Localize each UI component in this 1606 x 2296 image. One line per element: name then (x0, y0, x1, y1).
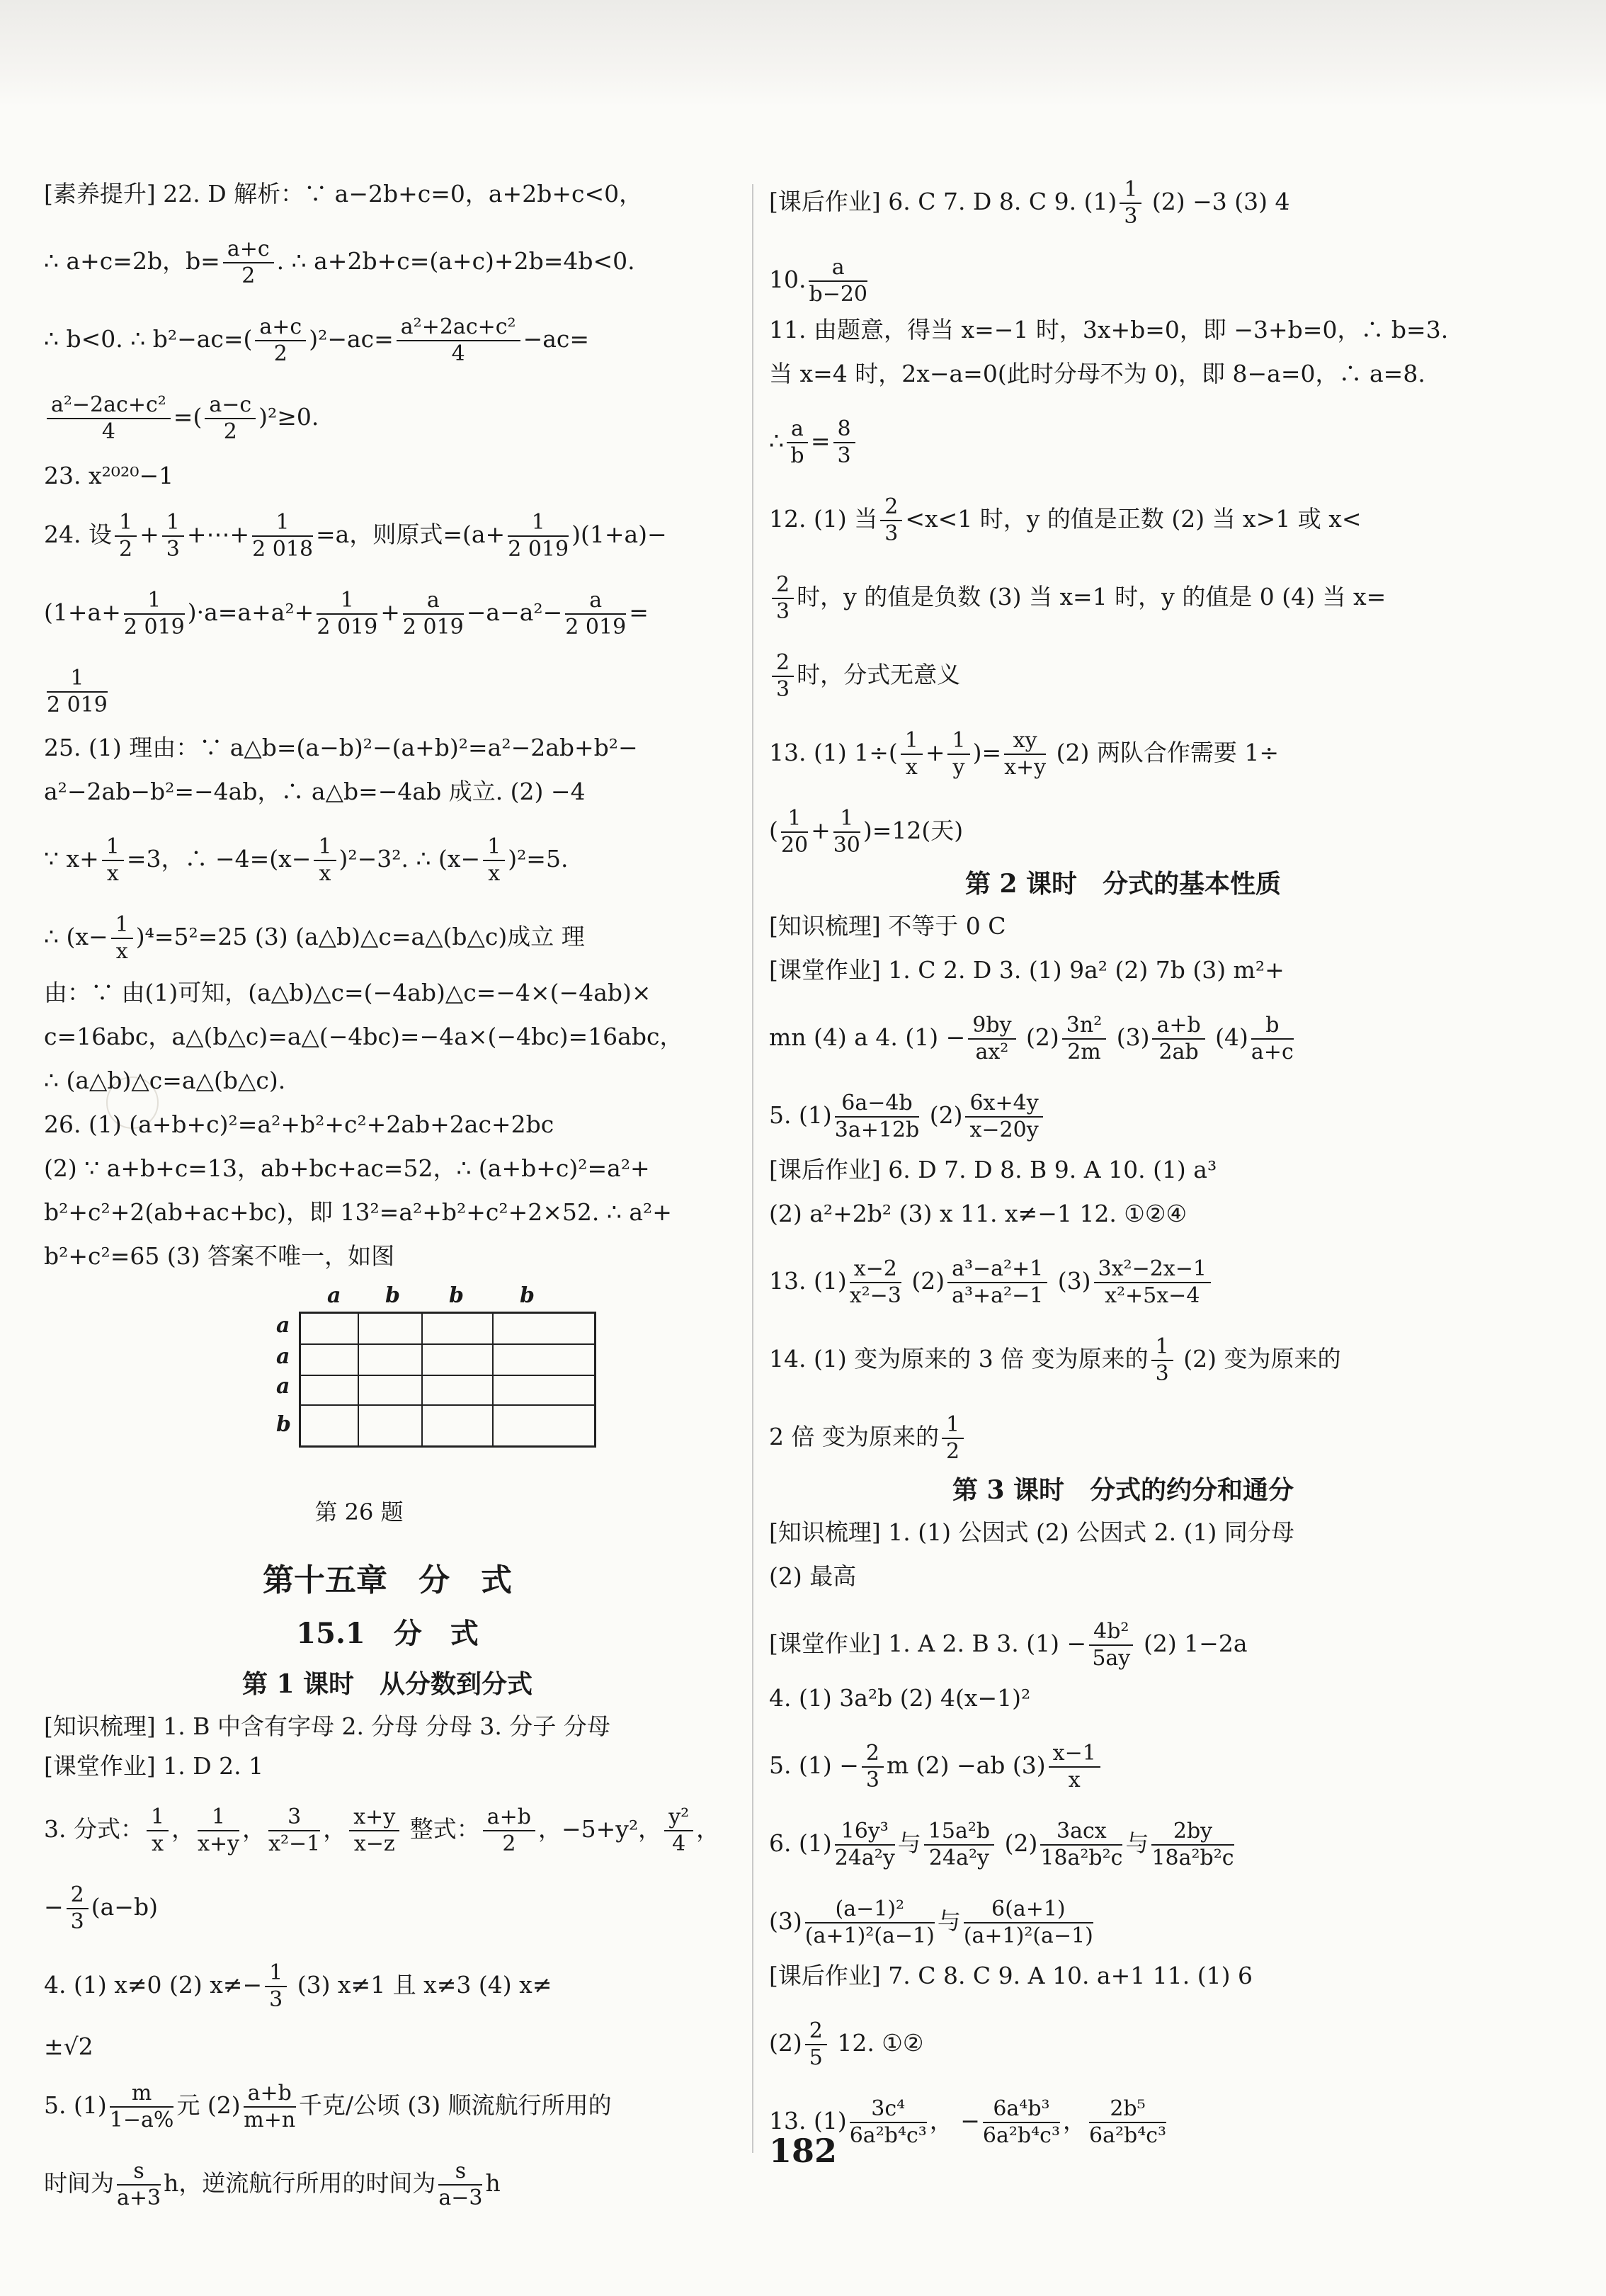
grid-top-label: b (449, 1283, 464, 1308)
fraction: $\frac{1}{3}$ (1151, 1334, 1173, 1387)
fraction: $\frac{9by}{\text{ax²}}$ (968, 1013, 1015, 1065)
fraction: $\frac{\text{16y³}}{\text{24a²y}}$ (834, 1819, 895, 1870)
figure-caption: 第 26 题 (314, 1499, 404, 1525)
answer-line: 13. (1) $\frac{x-2}{\text{x²−3}}$ (2) $\frac{\text{a³−a²+1}}{\text{a³+a²−1}}$ (3) $\frac{\text{3x²−2x−1}}{\text{x²+5x−4}}$ (769, 1256, 1477, 1309)
answer-line: [知识梳理] 不等于 0 C (769, 912, 1006, 940)
answer-line (44, 666, 731, 718)
answer-line: ∴ $\frac{a}{b}$ = $\frac{8}{3}$ (769, 416, 1477, 469)
fraction: $\frac{8}{3}$ (833, 416, 855, 469)
fraction: $\frac{a+c}{2}$ (255, 314, 306, 367)
grid-top-label: a (327, 1283, 341, 1308)
fraction: $\frac{6a-4b}{3a+12b}$ (834, 1091, 920, 1142)
answer-line: mn (4) a 4. (1) − $\frac{9by}{\text{ax²}}$ (2) $\frac{\text{3n²}}{2m}$ (3) $\frac{a+b}{2ab}$ (4) $\frac{b}{a+c}$ (769, 1013, 1294, 1064)
answer-line: [课堂作业] 1. C 2. D 3. (1) 9a² (2) 7b (3) m²+ (769, 956, 1285, 984)
fraction: $\frac{1}{x}$ (147, 1805, 169, 1857)
fraction: $\frac{a-c}{2}$ (205, 392, 256, 445)
answer-line: 25. (1) 理由：∵ a△b=(a−b)²−(a+b)²=a²−2ab+b²− (44, 734, 638, 761)
answer-line: (3) $\frac{\text{(a−1)²}}{\text{(a+1)²(a−1)}}$ 与 $\frac{6(a+1)}{\text{(a+1)²(a−1)}}$ (769, 1897, 1093, 1948)
lesson-title: 第 3 课时 分式的约分和通分 (952, 1475, 1294, 1505)
fraction: $\frac{1}{20}$ (780, 806, 809, 858)
fraction: $\frac{s}{a-3}$ (438, 2159, 483, 2210)
answer-line: (2) ∵ a+b+c=13，ab+bc+ac=52，∴ (a+b+c)²=a²+ (44, 1154, 650, 1182)
answer-line: a²−2ab−b²=−4ab，∴ a△b=−4ab 成立. (2) −4 (44, 778, 586, 805)
fraction: $\frac{1}{3}$ (162, 510, 184, 562)
fraction: $\frac{1}{2 019}$ (47, 666, 108, 717)
fraction: $\frac{1}{x}$ (483, 834, 505, 887)
fraction: $\frac{\text{3acx}}{\text{18a²b²c}}$ (1040, 1819, 1123, 1870)
answer-line: 6. (1) $\frac{\text{16y³}}{\text{24a²y}}$ 与 $\frac{\text{15a²b}}{\text{24a²y}}$ (2) $\frac{\text{3acx}}{\text{18a²b²c}}$ 与 $\frac{2by}{\text{18a²b²c}}$ (769, 1819, 1234, 1870)
answer-line: [素养提升] 22. D 解析：∵ a−2b+c=0，a+2b+c<0， (44, 180, 643, 208)
answer-line: [知识梳理] 1. B 中含有字母 2. 分母 分母 3. 分子 分母 (44, 1712, 610, 1740)
fraction: $\frac{2by}{\text{18a²b²c}}$ (1151, 1819, 1234, 1870)
answer-line: 14. (1) 变为原来的 3 倍 变为原来的 $\frac{1}{3}$ (2) 变为原来的 (769, 1334, 1341, 1386)
lesson-title: 第 2 课时 分式的基本性质 (964, 869, 1282, 899)
answer-line: 11. 由题意，得当 x=−1 时，3x+b=0，即 −3+b=0，∴ b=3. (769, 316, 1449, 343)
grid-side-label: a (276, 1344, 290, 1369)
answer-line: b²+c²=65 (3) 答案不唯一，如图 (44, 1242, 395, 1270)
fraction: $\frac{\text{2b⁵}}{\text{6a²b⁴c³}}$ (1088, 2096, 1167, 2148)
fraction: $\frac{a+c}{2}$ (223, 237, 274, 289)
answer-line: [知识梳理] 1. (1) 公因式 (2) 公因式 2. (1) 同分母 (769, 1518, 1294, 1546)
answer-line: (2) 最高 (769, 1562, 857, 1590)
answer-line: 24. 设 $\frac{1}{2}$ + $\frac{1}{3}$ +⋯+ $\frac{1}{2 018}$ =a，则原式=(a+ $\frac{1}{2 019}$ )(1+a)− (44, 510, 667, 562)
fraction: $\frac{2}{3}$ (772, 572, 794, 625)
fraction: $\frac{1}{2 018}$ (252, 510, 314, 562)
answer-line: (2) $\frac{2}{5}$ 12. ①② (769, 2018, 924, 2070)
answer-line: $\frac{\text{a²−2ac+c²}}{4}$ =( $\frac{a-c}{2}$ )²≥0. (44, 392, 731, 445)
answer-line: 5. (1) $\frac{6a-4b}{3a+12b}$ (2) $\frac{6x+4y}{x-20y}$ (769, 1091, 1477, 1143)
fraction: $\frac{x-1}{x}$ (1049, 1741, 1100, 1793)
answer-line: [课堂作业] 1. D 2. 1 (44, 1752, 264, 1780)
answer-line: (2) a²+2b² (3) x 11. x≠−1 12. ①②④ (769, 1200, 1188, 1227)
answer-line: ∵ x+ $\frac{1}{x}$ =3，∴ −4=(x− $\frac{1}{x}$ )²−3². ∴ (x− $\frac{1}{x}$ )²=5. (44, 834, 569, 886)
answer-line: 5. (1) $\frac{m}{1-a\%}$ 元 (2) $\frac{a+b}{m+n}$ 千克/公顷 (3) 顺流航行所用的 (44, 2081, 612, 2132)
left-column (44, 177, 731, 2211)
fraction: $\frac{m}{1-a\%}$ (109, 2081, 174, 2132)
answer-line: [课堂作业] 1. A 2. B 3. (1) − $\frac{\text{4b²}}{5ay}$ (2) 1−2a (769, 1619, 1248, 1671)
answer-line: 5. (1) − $\frac{2}{3}$ m (2) −ab (3) $\frac{x-1}{x}$ (769, 1741, 1477, 1793)
answer-line: $\frac{2}{3}$ 时，y 的值是负数 (3) 当 x=1 时，y 的值是 0 (4) 当 x= (769, 572, 1477, 625)
fraction: $\frac{a+b}{2}$ (483, 1805, 535, 1857)
answer-line: ∴ b<0. ∴ b²−ac=( $\frac{a+c}{2}$ )²−ac= $\frac{\text{a²+2ac+c²}}{4}$ −ac= (44, 314, 590, 366)
fraction: $\frac{6(a+1)}{\text{(a+1)²(a−1)}}$ (963, 1897, 1093, 1948)
answer-line: [课后作业] 6. C 7. D 8. C 9. (1) $\frac{1}{3}$ (2) −3 (3) 4 (769, 177, 1290, 229)
answer-line: 13. (1) $\frac{\text{3c⁴}}{\text{6a²b⁴c³}}$ ， − $\frac{\text{6a⁴b³}}{\text{6a²b⁴c³}}$ ， $\frac{\text{2b⁵}}{\text{6a²b⁴c³}}$ (769, 2096, 1167, 2148)
answer-line: $\frac{2}{3}$ 时，分式无意义 (769, 650, 1477, 703)
fraction: $\frac{1}{2}$ (942, 1412, 964, 1465)
fraction: $\frac{a}{2 019}$ (565, 588, 627, 640)
answer-line: [课后作业] 6. D 7. D 8. B 9. A 10. (1) a³ (769, 1156, 1217, 1183)
figure-26 (256, 1283, 653, 1472)
right-column (769, 177, 1477, 2149)
fraction: $\frac{\text{(a−1)²}}{\text{(a+1)²(a−1)}}$ (804, 1897, 935, 1948)
fraction: $\frac{a+b}{2ab}$ (1152, 1013, 1204, 1065)
answer-line: 当 x=4 时，2x−a=0(此时分母不为 0)，即 8−a=0，∴ a=8. (769, 360, 1425, 387)
fraction: $\frac{xy}{x+y}$ (1004, 728, 1047, 780)
fraction: $\frac{a}{b}$ (787, 416, 808, 469)
answer-line: 4. (1) 3a²b (2) 4(x−1)² (769, 1684, 1031, 1712)
answer-line: ∴ (x− $\frac{1}{x}$ )⁴=5²=25 (3) (a△b)△c=a△(b△c)成立 理 (44, 912, 585, 964)
fraction: $\frac{1}{2 019}$ (508, 510, 569, 562)
scan-top-shadow (0, 0, 1606, 106)
answer-line: c=16abc，a△(b△c)=a△(−4bc)=−4a×(−4bc)=16abc， (44, 1023, 683, 1050)
fraction: $\frac{a}{b-20}$ (809, 255, 867, 307)
fraction: $\frac{\text{4b²}}{5ay}$ (1089, 1619, 1133, 1671)
answer-line: (1+a+ $\frac{1}{2 019}$ )·a=a+a²+ $\frac{1}{2 019}$ + $\frac{a}{2 019}$ −a−a²− $\frac{a}{2 019}$ = (44, 588, 649, 640)
grid-top-label: b (520, 1283, 535, 1308)
fraction: $\frac{\text{15a²b}}{\text{24a²y}}$ (924, 1819, 994, 1871)
grid-side-label: b (276, 1412, 291, 1437)
fraction: $\frac{1}{3}$ (265, 1960, 287, 2013)
answer-line: ∴ a+c=2b，b= $\frac{a+c}{2}$ . ∴ a+2b+c=(a+c)+2b=4b<0. (44, 237, 635, 288)
answer-line: − $\frac{2}{3}$ (a−b) (44, 1882, 158, 1934)
chapter-title: 第十五章 分 式 (263, 1562, 512, 1598)
fraction: $\frac{1}{2 019}$ (317, 588, 378, 640)
fraction: $\frac{\text{3n²}}{2m}$ (1062, 1013, 1106, 1065)
grid-side-label: a (276, 1374, 290, 1399)
fraction: $\frac{\text{a²+2ac+c²}}{4}$ (397, 314, 520, 367)
fraction: $\frac{b}{a+c}$ (1251, 1013, 1294, 1064)
fraction: $\frac{2}{3}$ (862, 1741, 884, 1793)
fraction: $\frac{1}{y}$ (947, 728, 969, 780)
fraction: $\frac{1}{3}$ (1120, 177, 1141, 229)
fraction: $\frac{\text{a²−2ac+c²}}{4}$ (47, 392, 171, 445)
fraction: $\frac{1}{2}$ (115, 510, 137, 562)
fraction: $\frac{2}{3}$ (772, 650, 794, 703)
fraction: $\frac{a}{2 019}$ (402, 588, 464, 640)
fraction: $\frac{\text{6a⁴b³}}{\text{6a²b⁴c³}}$ (982, 2096, 1060, 2148)
fraction: $\frac{3}{\text{x²−1}}$ (268, 1805, 321, 1856)
fraction: $\frac{6x+4y}{x-20y}$ (965, 1091, 1042, 1143)
answer-line: 3. 分式： $\frac{1}{x}$ ， $\frac{1}{x+y}$ ， $\frac{3}{\text{x²−1}}$ ， $\frac{x+y}{x-z}$ 整式： $\frac{a+b}{2}$ ，−5+y²， $\frac{\text{y²}}{4}$ ， (44, 1805, 720, 1856)
fraction: $\frac{2}{5}$ (805, 2018, 827, 2071)
fraction: $\frac{a+b}{m+n}$ (244, 2081, 296, 2132)
section-title: 15.1 分 式 (296, 1617, 479, 1650)
answer-line: 13. (1) 1÷( $\frac{1}{x}$ + $\frac{1}{y}$ )= $\frac{xy}{x+y}$ (2) 两队合作需要 1÷ (769, 728, 1279, 780)
answer-line: 10. $\frac{a}{b-20}$ (769, 255, 867, 307)
grid-box (299, 1312, 596, 1448)
answer-line: 4. (1) x≠0 (2) x≠− $\frac{1}{3}$ (3) x≠1 且 x≠3 (4) x≠ (44, 1960, 552, 2012)
answer-line: 23. x²⁰²⁰−1 (44, 462, 174, 489)
fraction: $\frac{1}{2 019}$ (123, 588, 185, 640)
fraction: $\frac{1}{x}$ (102, 834, 124, 887)
fraction: $\frac{\text{y²}}{4}$ (664, 1805, 693, 1857)
column-divider (752, 184, 753, 2153)
grid-side-label: a (276, 1313, 290, 1338)
fraction: $\frac{1}{x}$ (111, 912, 133, 965)
page-number: 182 (768, 2132, 838, 2170)
fraction: $\frac{\text{a³−a²+1}}{\text{a³+a²−1}}$ (947, 1256, 1047, 1309)
answer-line: b²+c²+2(ab+ac+bc)，即 13²=a²+b²+c²+2×52. ∴ a²+ (44, 1198, 672, 1226)
fraction: $\frac{1}{30}$ (833, 806, 860, 858)
fraction: $\frac{\text{3x²−2x−1}}{\text{x²+5x−4}}$ (1094, 1256, 1211, 1309)
fraction: $\frac{s}{a+3}$ (117, 2159, 161, 2210)
lesson-title: 第 1 课时 从分数到分式 (241, 1669, 533, 1699)
fraction: $\frac{1}{x+y}$ (198, 1805, 240, 1856)
fraction: $\frac{1}{x}$ (901, 728, 923, 780)
answer-line: [课后作业] 7. C 8. C 9. A 10. a+1 11. (1) 6 (769, 1962, 1253, 1989)
answer-line: 2 倍 变为原来的 $\frac{1}{2}$ (769, 1412, 1477, 1465)
answer-line: ∴ (a△b)△c=a△(b△c). (44, 1067, 286, 1094)
fraction: $\frac{x-2}{\text{x²−3}}$ (849, 1256, 901, 1308)
answer-line: ( $\frac{1}{20}$ + $\frac{1}{30}$ )=12(天) (769, 806, 964, 858)
fraction: $\frac{1}{x}$ (314, 834, 336, 887)
fraction: $\frac{2}{3}$ (67, 1882, 89, 1935)
answer-line: 26. (1) (a+b+c)²=a²+b²+c²+2ab+2ac+2bc (44, 1110, 554, 1138)
fraction: $\frac{x+y}{x-z}$ (349, 1805, 399, 1857)
fraction: $\frac{\text{3c⁴}}{\text{6a²b⁴c³}}$ (849, 2096, 927, 2148)
answer-line: 12. (1) 当 $\frac{2}{3}$ <x<1 时，y 的值是正数 (2) 当 x>1 或 x< (769, 494, 1362, 546)
answer-line: 由：∵ 由(1)可知，(a△b)△c=(−4ab)△c=−4×(−4ab)× (44, 979, 651, 1006)
answer-line: 时间为 $\frac{s}{a+3}$ h，逆流航行所用的时间为 $\frac{s}{a-3}$ h (44, 2159, 501, 2210)
answer-line: ±√2 (44, 2033, 93, 2060)
grid-top-label: b (385, 1283, 400, 1308)
fraction: $\frac{2}{3}$ (880, 494, 902, 547)
